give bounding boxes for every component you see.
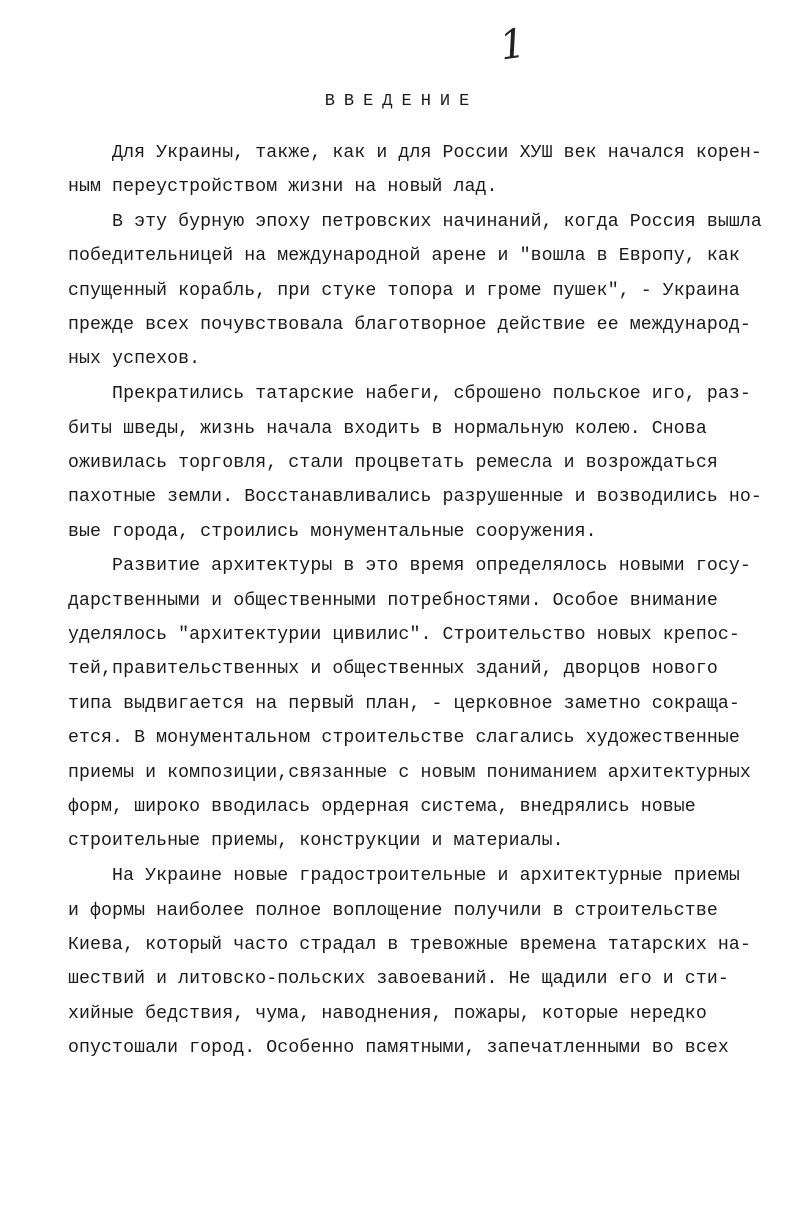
text-line: ных успехов. [68,349,201,369]
text-line: шествий и литовско-польских завоеваний. Не щадили его и сти- [68,969,729,989]
text-line: На Украине новые градостроительные и архитектурные приемы [68,866,740,886]
text-line: приемы и композиции,связанные с новым пониманием архитектурных [68,763,751,783]
text-line: строительные приемы, конструкции и материалы. [68,831,564,851]
text-line: прежде всех почувствовала благотворное действие ее международ- [68,315,751,335]
text-line: тей,правительственных и общественных зданий, дворцов нового [68,659,718,679]
text-line: дарственными и общественными потребностями. Особое внимание [68,591,718,611]
text-line: пахотные земли. Восстанавливались разрушенные и возводились но- [68,487,762,507]
text-line: форм, широко вводилась ордерная система, внедрялись новые [68,797,696,817]
text-line: биты шведы, жизнь начала входить в нормальную колею. Снова [68,419,707,439]
text-line: вые города, строились монументальные сооружения. [68,522,597,542]
text-line: Прекратились татарские набеги, сброшено польское иго, раз- [68,384,751,404]
text-line: ется. В монументальном строительстве слагались художественные [68,728,740,748]
text-line: Киева, который часто страдал в тревожные времена татарских на- [68,935,751,955]
text-line: спущенный корабль, при стуке топора и громе пушек", - Украина [68,281,740,301]
text-line: ным переустройством жизни на новый лад. [68,177,498,197]
page-title: ВВЕДЕНИЕ [324,92,479,111]
text-line: опустошали город. Особенно памятными, запечатленными во всех [68,1038,729,1058]
text-line: Развитие архитектуры в это время определялось новыми госу- [68,556,751,576]
text-line: и формы наиболее полное воплощение получили в строительстве [68,901,718,921]
text-line: уделялось "архитектурии цивилис". Строительство новых крепос- [68,625,740,645]
text-line: оживилась торговля, стали процветать ремесла и возрождаться [68,453,718,473]
text-line: Для Украины, также, как и для России ХУШ век начался корен- [68,143,762,163]
page-number: 1 [496,20,529,70]
text-line: В эту бурную эпоху петровских начинаний, когда Россия вышла [68,212,762,232]
text-line: хийные бедствия, чума, наводнения, пожары, которые нередко [68,1004,707,1024]
text-line: типа выдвигается на первый план, - церковное заметно сокраща- [68,694,740,714]
text-line: победительницей на международной арене и "вошла в Европу, как [68,246,740,266]
